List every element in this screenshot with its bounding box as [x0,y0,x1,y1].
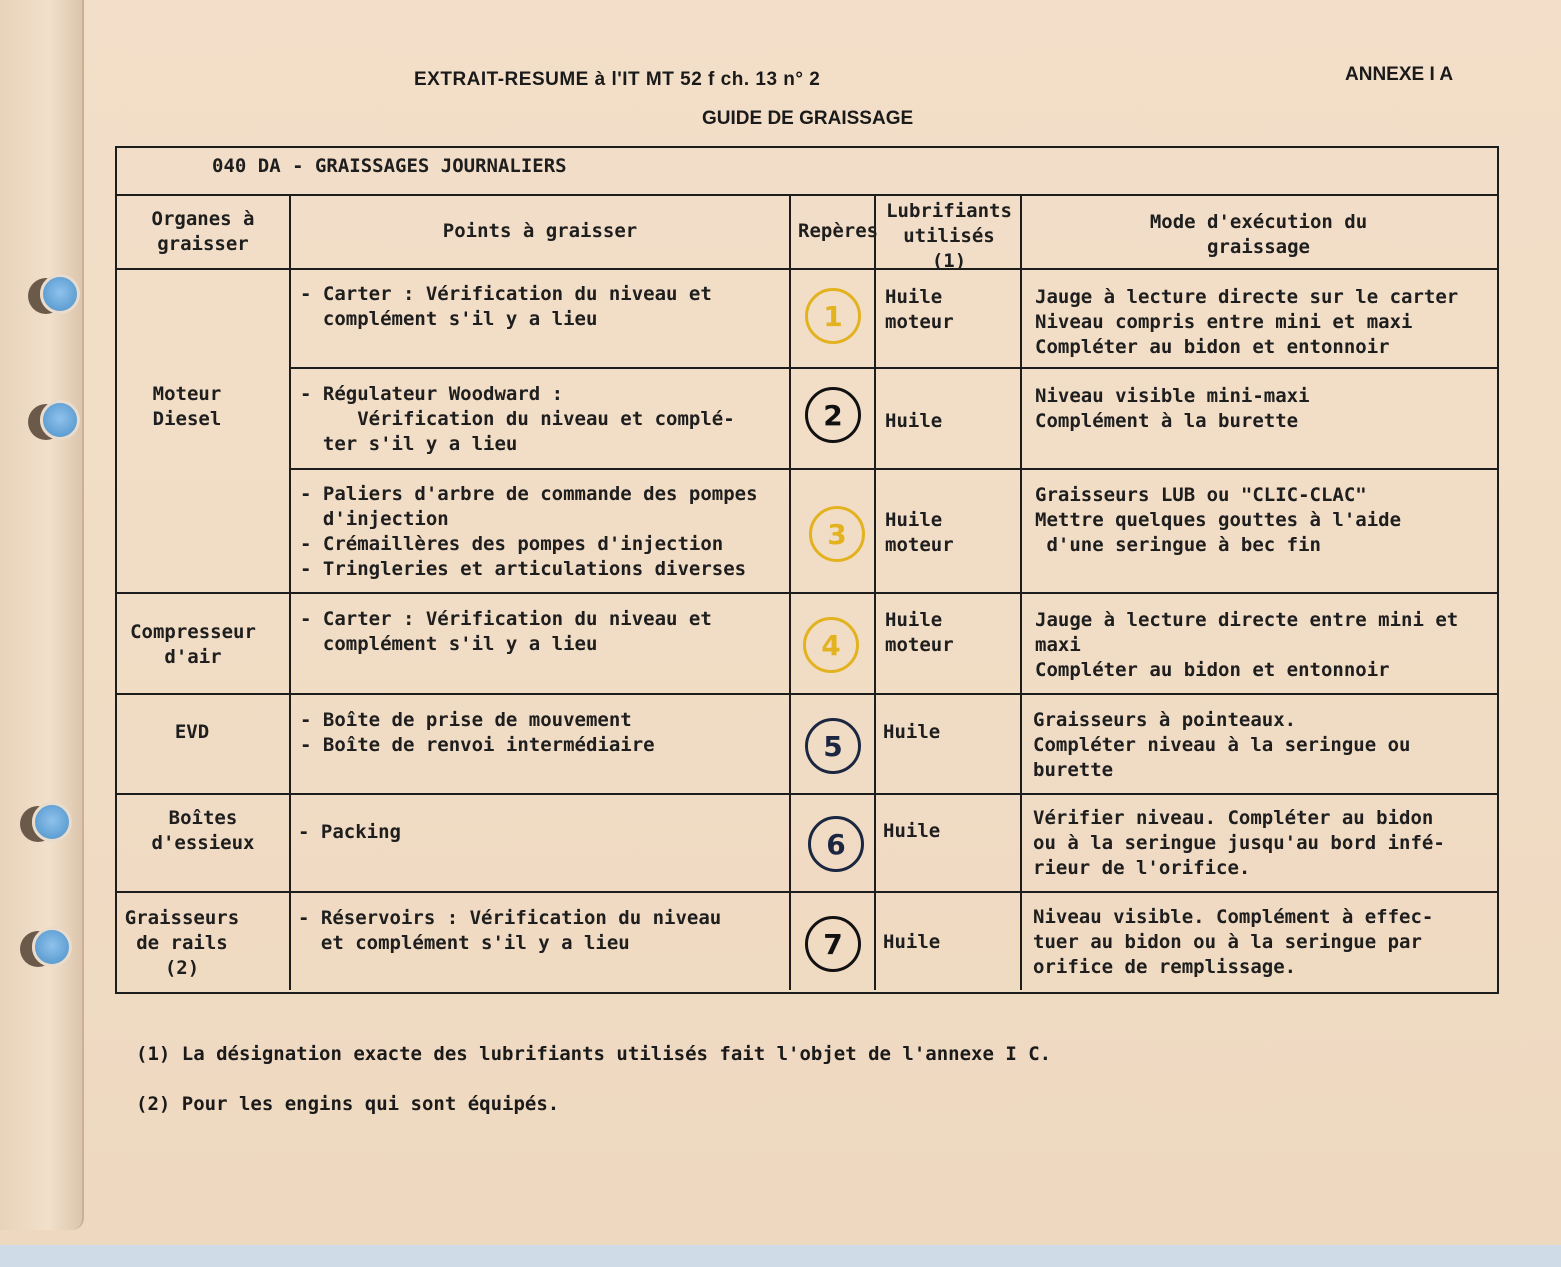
organe-label: Graisseurs de rails (2) [124,907,240,979]
repere-badge: 7 [805,916,861,972]
point-text: - Carter : Vérification du niveau et complément s'il y a lieu [300,608,712,655]
mode-text: Niveau visible. Complément à effec- tuer au bidon ou à la seringue par orifice de remplissage. [1033,906,1434,978]
footnote: (2) Pour les engins qui sont équipés. [136,1093,560,1115]
punch-hole [32,802,72,842]
column-header-lubrifiants: Lubrifiants utilisés (1) [886,200,1012,272]
column-header-points: Points à graisser [442,220,638,242]
document-subtitle: GUIDE DE GRAISSAGE [702,108,914,129]
point-text: - Paliers d'arbre de commande des pompes d'injection - Crémaillères des pompes d'injection - Tringleries et articulations diverses [300,483,758,580]
footnote: (1) La désignation exacte des lubrifiants utilisés fait l'objet de l'annexe I C. [136,1043,1052,1065]
point-text: - Boîte de prise de mouvement - Boîte de renvoi intermédiaire [300,709,655,756]
mode-text: Vérifier niveau. Compléter au bidon ou à la seringue jusqu'au bord infé- rieur de l'orifice. [1033,807,1445,879]
binder-strip [0,0,84,1230]
lubricant-text: Huile [883,820,941,842]
repere-badge: 1 [805,288,861,344]
annexe-label: ANNEXE I A [1345,64,1454,85]
repere-badge: 5 [805,718,861,774]
punch-hole [40,400,80,440]
point-text: - Régulateur Woodward : Vérification du niveau et complé- ter s'il y a lieu [300,383,735,455]
repere-badge: 4 [803,617,859,673]
mode-text: Niveau visible mini-maxi Complément à la burette [1035,385,1310,432]
repere-badge: 6 [808,816,864,872]
point-text: - Réservoirs : Vérification du niveau et complément s'il y a lieu [298,907,722,954]
document-title: EXTRAIT-RESUME à l'IT MT 52 f ch. 13 n° 2 [414,69,821,90]
lubricant-text: Huile moteur [885,509,954,556]
lubricant-text: Huile [883,931,941,953]
lubricant-text: Huile [883,721,941,743]
lubricant-text: Huile [885,410,943,432]
column-header-mode: Mode d'exécution du graissage [1149,211,1368,258]
point-text: - Carter : Vérification du niveau et complément s'il y a lieu [300,283,712,330]
column-header-reperes: Repères [798,220,879,242]
lubricant-text: Huile moteur [885,609,954,656]
repere-badge: 3 [809,506,865,562]
lubricant-text: Huile moteur [885,286,954,333]
point-text: - Packing [298,821,401,843]
organe-label: Boîtes d'essieux [151,807,255,854]
repere-badge: 2 [805,387,861,443]
column-header-organes: Organes à graisser [151,208,255,255]
mode-text: Graisseurs à pointeaux. Compléter niveau à la seringue ou burette [1033,709,1411,781]
punch-hole [40,274,80,314]
mode-text: Graisseurs LUB ou "CLIC-CLAC" Mettre quelques gouttes à l'aide d'une seringue à bec fin [1035,484,1402,556]
mode-text: Jauge à lecture directe sur le carter Niveau compris entre mini et maxi Compléter au bidon et entonnoir [1035,286,1459,358]
organe-label: EVD [174,721,210,743]
organe-label: Compresseur d'air [130,621,256,668]
mode-text: Jauge à lecture directe entre mini et maxi Compléter au bidon et entonnoir [1035,609,1459,681]
punch-hole [32,927,72,967]
table-caption: 040 DA - GRAISSAGES JOURNALIERS [212,155,567,177]
organe-label: Moteur Diesel [152,383,222,430]
